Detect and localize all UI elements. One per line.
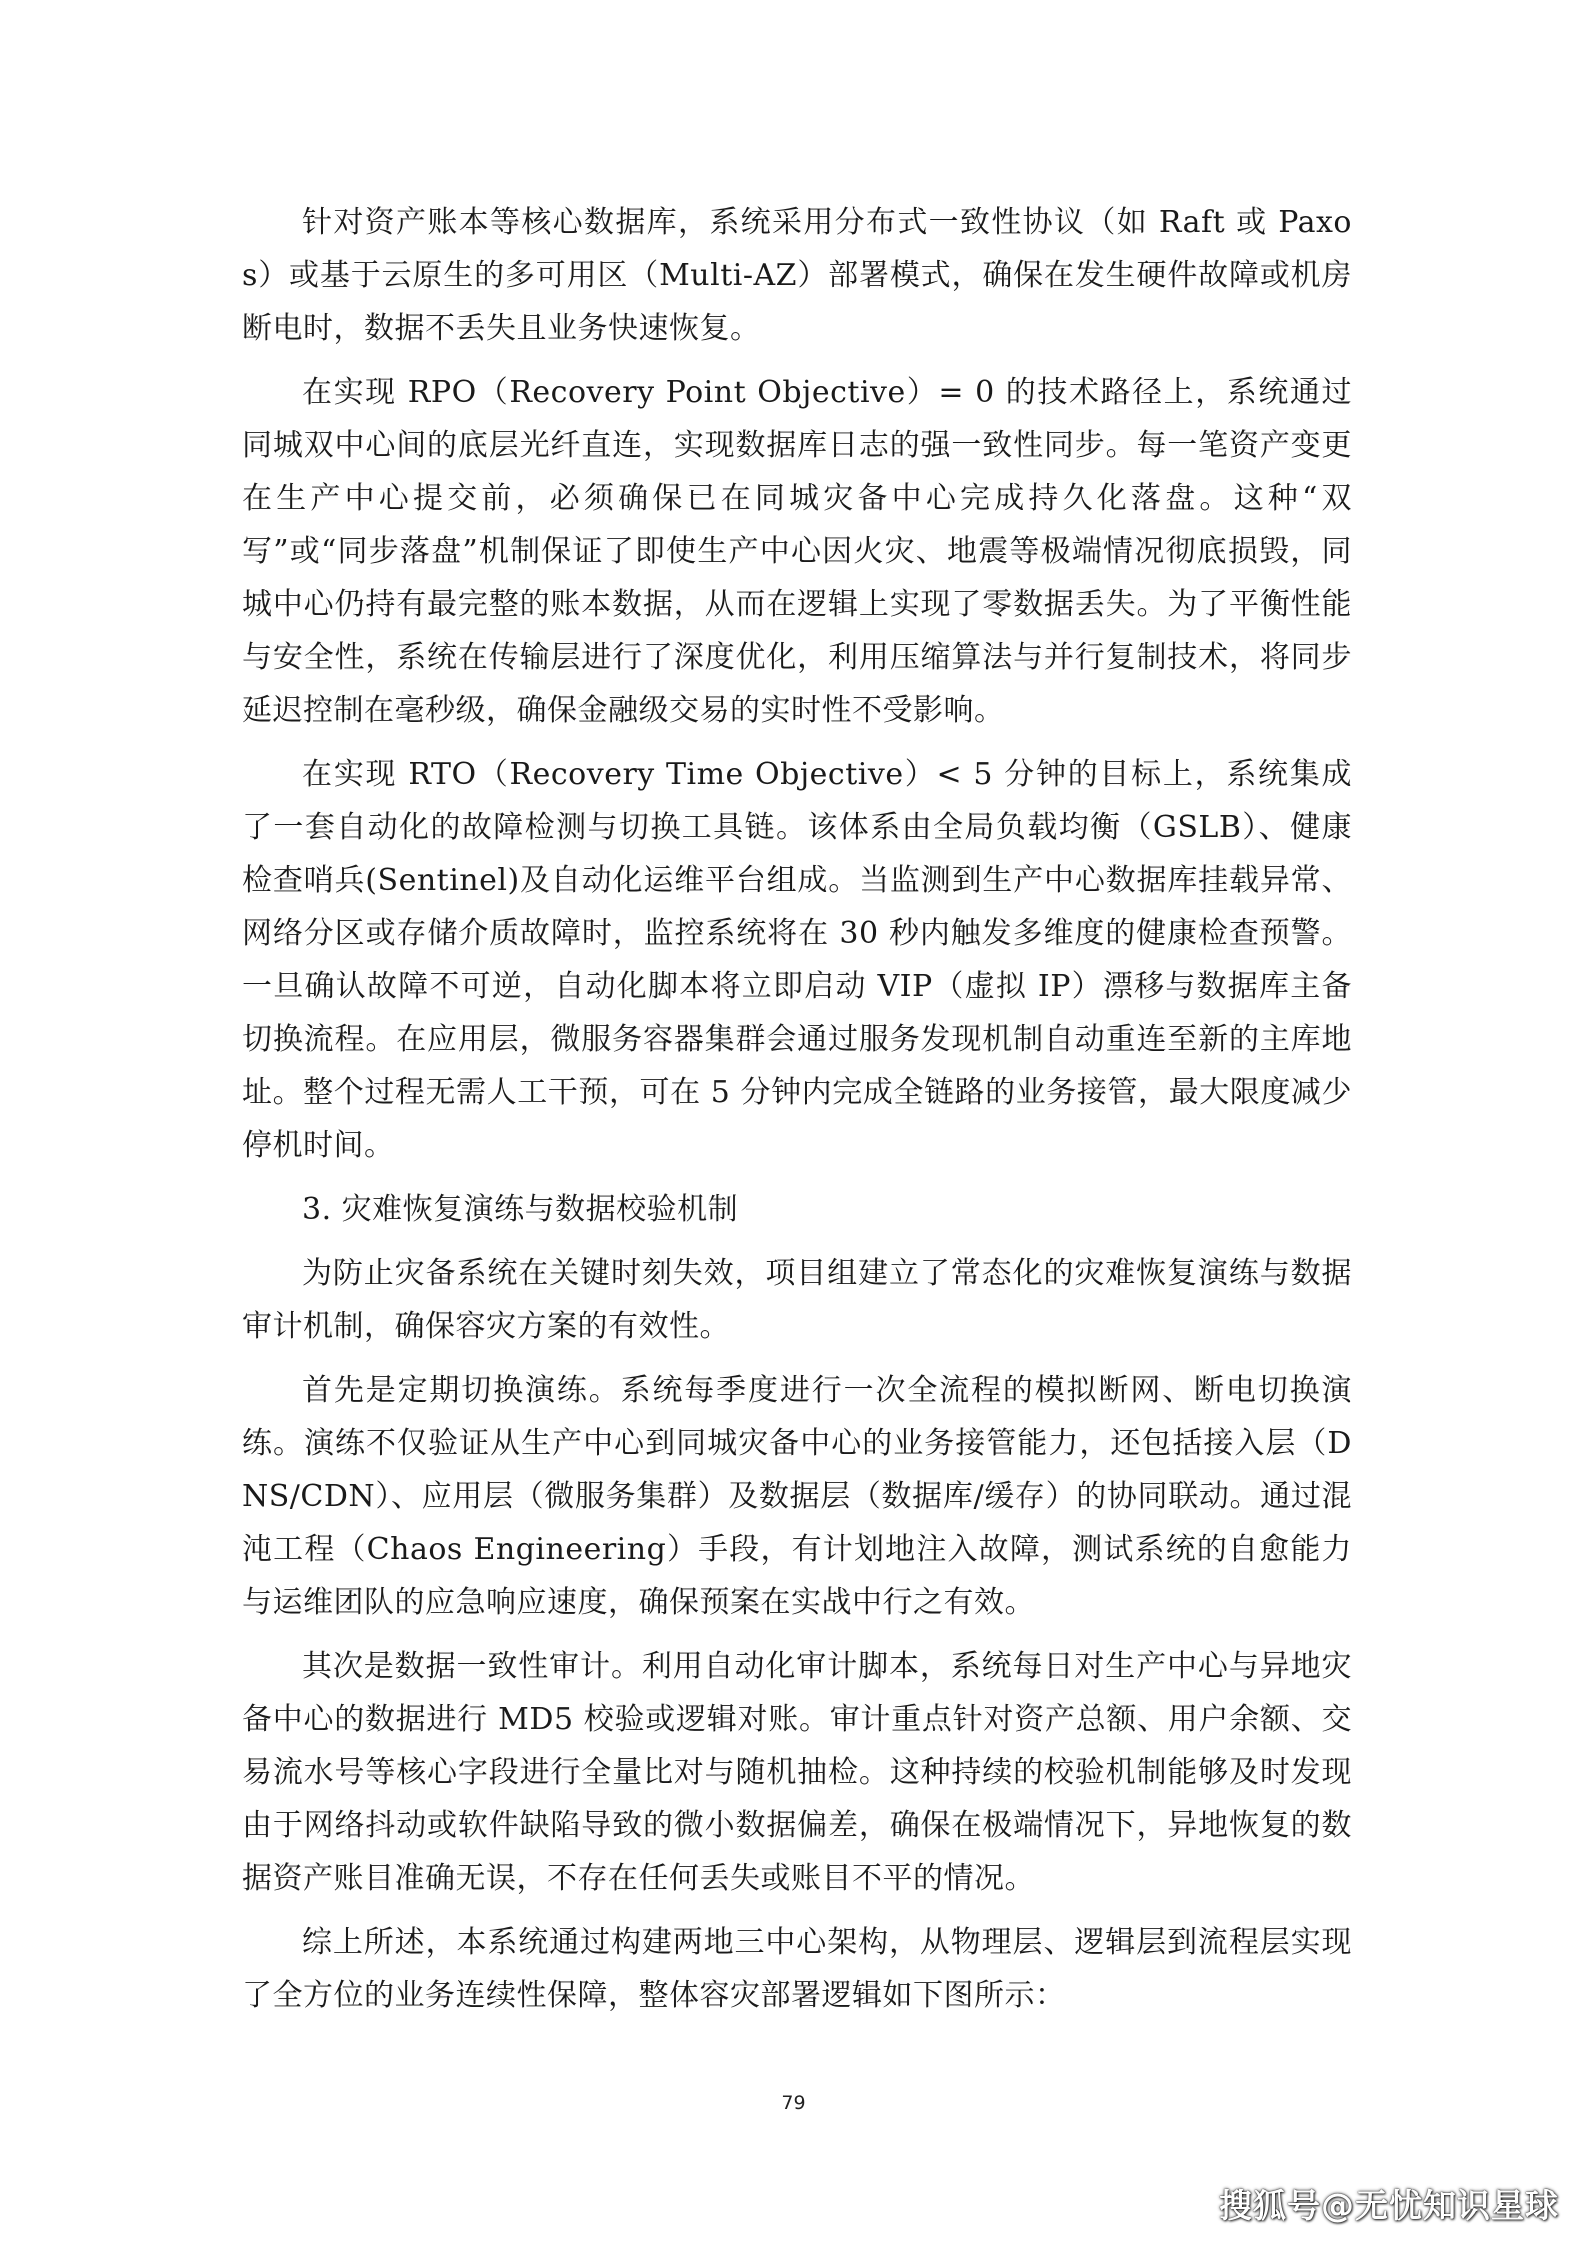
paragraph-summary: 综上所述，本系统通过构建两地三中心架构，从物理层、逻辑层到流程层实现了全方位的业务连续性保障，整体容灾部署逻辑如下图所示： [242,1925,1352,2013]
watermark: 搜狐号@无忧知识星球 [1219,2186,1559,2225]
document-body [242,196,1352,2033]
paragraph-rpo: 在实现 RPO（Recovery Point Objective）= 0 的技术路径上，系统通过同城双中心间的底层光纤直连，实现数据库日志的强一致性同步。每一笔资产变更在生产中心提交前，必须确保已在同城灾备中心完成持久化落盘。这种“双写”或“同步落盘”机制保证了即使生产中心因火灾、地震等极端情况彻底损毁，同城中心仍持有最完整的账本数据，从而在逻辑上实现了零数据丢失。为了平衡性能与安全性，系统在传输层进行了深度优化，利用压缩算法与并行复制技术，将同步延迟控制在毫秒级，确保金融级交易的实时性不受影响。 [242,375,1352,728]
page-number: 79 [781,2092,806,2114]
section-heading: 3. 灾难恢复演练与数据校验机制 [302,1192,739,1227]
paragraph-core-database: 针对资产账本等核心数据库，系统采用分布式一致性协议（如 Raft 或 Paxos）或基于云原生的多可用区（Multi-AZ）部署模式，确保在发生硬件故障或机房断电时，数据不丢失且业务快速恢复。 [242,205,1352,346]
paragraph-data-audit: 其次是数据一致性审计。利用自动化审计脚本，系统每日对生产中心与异地灾备中心的数据进行 MD5 校验或逻辑对账。审计重点针对资产总额、用户余额、交易流水号等核心字段进行全量比对与随机抽检。这种持续的校验机制能够及时发现由于网络抖动或软件缺陷导致的微小数据偏差，确保在极端情况下，异地恢复的数据资产账目准确无误，不存在任何丢失或账目不平的情况。 [242,1649,1352,1896]
paragraph-rto: 在实现 RTO（Recovery Time Objective）< 5 分钟的目标上，系统集成了一套自动化的故障检测与切换工具链。该体系由全局负载均衡（GSLB）、健康检查哨兵(Sentinel)及自动化运维平台组成。当监测到生产中心数据库挂载异常、网络分区或存储介质故障时，监控系统将在 30 秒内触发多维度的健康检查预警。一旦确认故障不可逆，自动化脚本将立即启动 VIP（虚拟 IP）漂移与数据库主备切换流程。在应用层，微服务容器集群会通过服务发现机制自动重连至新的主库地址。整个过程无需人工干预，可在 5 分钟内完成全链路的业务接管，最大限度减少停机时间。 [242,757,1352,1163]
paragraph-switch-drill: 首先是定期切换演练。系统每季度进行一次全流程的模拟断网、断电切换演练。演练不仅验证从生产中心到同城灾备中心的业务接管能力，还包括接入层（DNS/CDN）、应用层（微服务集群）及数据层（数据库/缓存）的协同联动。通过混沌工程（Chaos Engineering）手段，有计划地注入故障，测试系统的自愈能力与运维团队的应急响应速度，确保预案在实战中行之有效。 [242,1373,1352,1620]
paragraph-drill-intro: 为防止灾备系统在关键时刻失效，项目组建立了常态化的灾难恢复演练与数据审计机制，确保容灾方案的有效性。 [242,1256,1352,1344]
